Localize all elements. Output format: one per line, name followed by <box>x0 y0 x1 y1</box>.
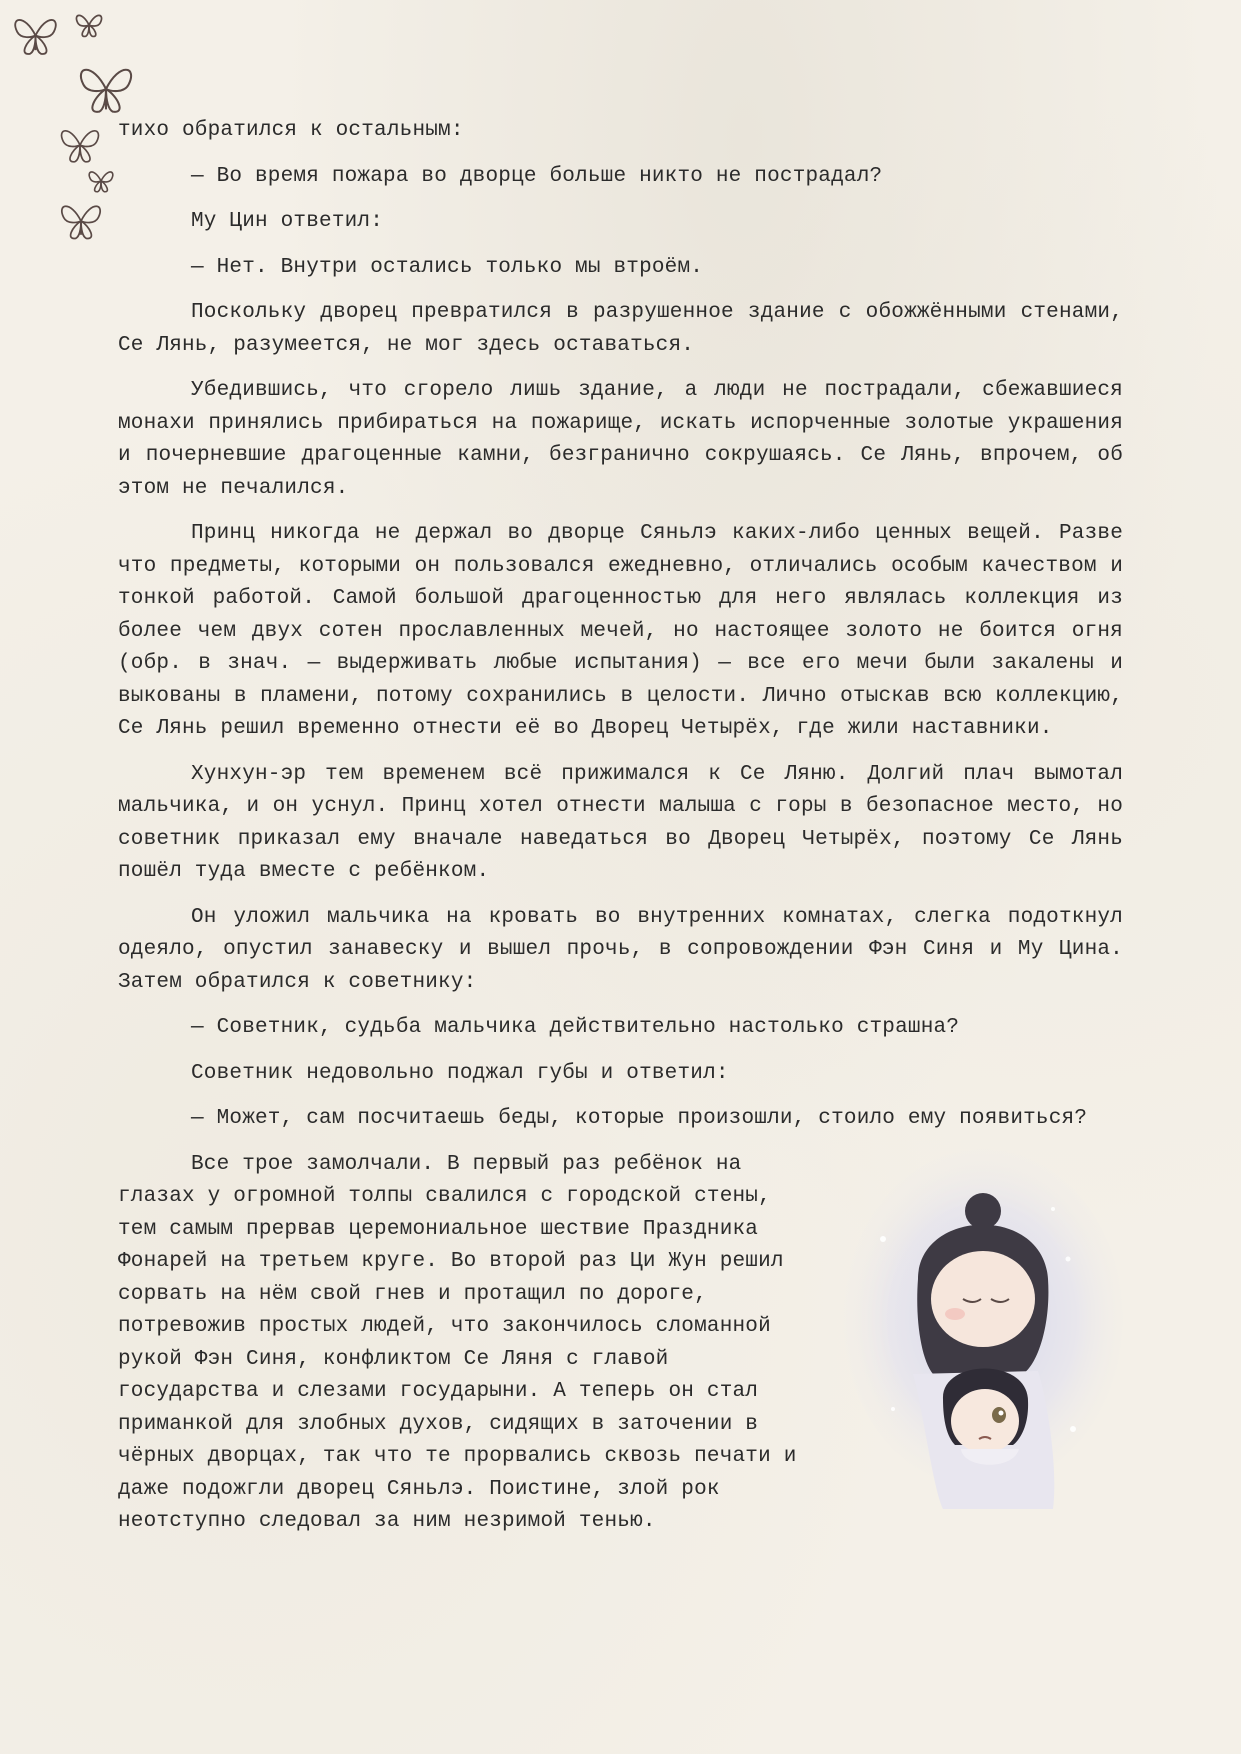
paragraph: тихо обратился к остальным: <box>118 119 464 142</box>
butterfly-icon <box>72 8 106 42</box>
butterfly-icon <box>85 165 117 197</box>
paragraph: — Советник, судьба мальчика действительно настолько страшна? <box>191 1016 960 1039</box>
paragraph: Принц никогда не держал во дворце Сяньлэ каких-либо ценных вещей. Разве что предметы, которыми он пользовался ежедневно, отличались особым качеством и тонкой работой. Самой большой драгоценностью для него являлась коллекция из более чем двух сотен прославленных мечей, но настоящее золото не боится огня (обр. в знач. — выдерживать любые испытания) — все его мечи были закалены и выкованы в пламени, потому сохранились в целости. Лично отыскав всю коллекцию, Се Лянь решил временно отнести её во Дворец Четырёх, где жили наставники. <box>118 522 1123 740</box>
paragraph: Поскольку дворец превратился в разрушенное здание с обожжёнными стенами, Се Лянь, разумеется, не мог здесь оставаться. <box>118 301 1123 357</box>
paragraph: Все трое замолчали. В первый раз ребёнок на глазах у огромной толпы свалился с городской стены, тем самым прервав церемониальное шествие Праздника Фонарей на третьем круге. Во второй раз Ци Жун решил сорвать на нём свой гнев и протащил по дороге, потревожив простых людей, что закончилось сломанной рукой Фэн Синя, конфликтом Се Ляня с главой государства и слезами государыни. А теперь он стал приманкой для злобных духов, сидящих в заточении в чёрных дворцах, так что те прорвались сквозь печати и даже подожгли дворец Сяньлэ. Поистине, злой рок неотступно следовал за ним незримой тенью. <box>118 1152 797 1533</box>
butterfly-icon <box>72 55 140 123</box>
page-text <box>118 115 1123 1552</box>
paragraph: Советник недовольно поджал губы и ответил: <box>191 1061 729 1085</box>
chibi-illustration-icon <box>823 1149 1123 1509</box>
butterfly-icon <box>8 8 63 63</box>
paragraph: Му Цин ответил: <box>191 210 384 233</box>
butterfly-icon <box>55 195 107 247</box>
butterfly-icon <box>55 120 105 170</box>
paragraph: Он уложил мальчика на кровать во внутренних комнатах, слегка подоткнул одеяло, опустил занавеску и вышел прочь, в сопровождении Фэн Синя и Му Цина. Затем обратился к советнику: <box>118 905 1123 994</box>
paragraph: — Может, сам посчитаешь беды, которые произошли, стоило ему появиться? <box>191 1107 1088 1130</box>
paragraph: Убедившись, что сгорело лишь здание, а люди не пострадали, сбежавшиеся монахи принялись прибираться на пожарище, искать испорченные золотые украшения и почерневшие драгоценные камни, безгранично сокрушаясь. Се Лянь, впрочем, об этом не печалился. <box>118 379 1123 500</box>
chibi-illustration <box>823 1149 1123 1509</box>
paragraph: Хунхун-эр тем временем всё прижимался к Се Ляню. Долгий плач вымотал мальчика, и он уснул. Принц хотел отнести малыша с горы в безопасное место, но советник приказал ему вначале наведаться во Дворец Четырёх, поэтому Се Лянь пошёл туда вместе с ребёнком. <box>118 762 1123 883</box>
paragraph: — Нет. Внутри остались только мы втроём. <box>191 255 704 279</box>
paragraph: — Во время пожара во дворце больше никто не пострадал? <box>191 164 883 188</box>
